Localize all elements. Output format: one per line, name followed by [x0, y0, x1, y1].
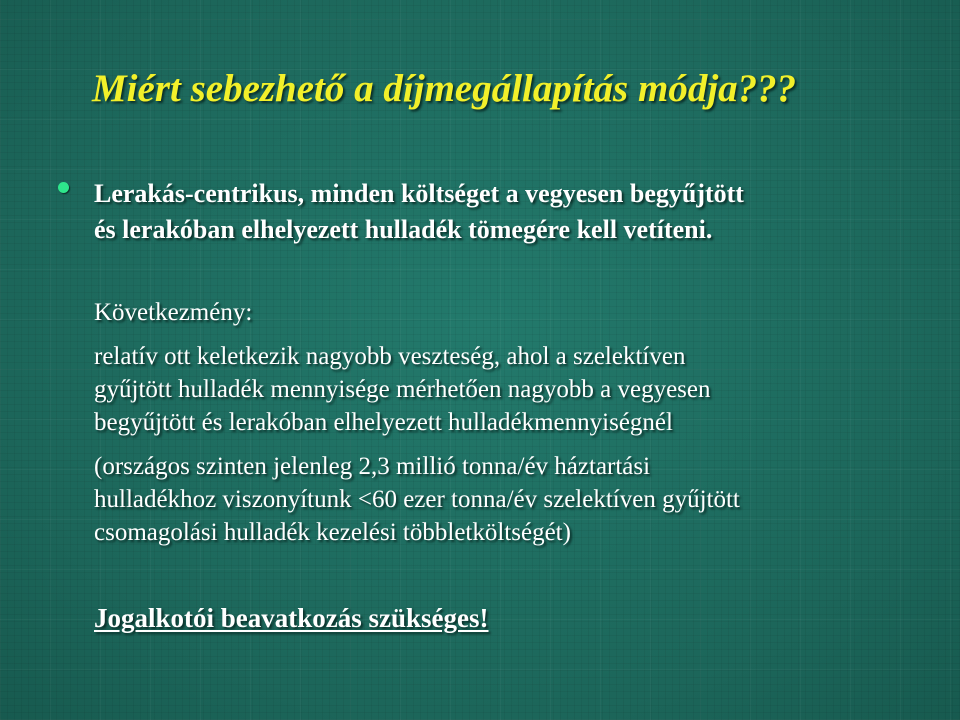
stats-paragraph	[94, 450, 924, 549]
consequence-line: begyűjtött és lerakóban elhelyezett hulladékmennyiségnél	[94, 409, 673, 436]
consequence-line: relatív ott keletkezik nagyobb veszteség, ahol a szelektíven	[94, 343, 686, 370]
consequence-label: Következmény:	[94, 299, 253, 326]
stats-line: csomagolási hulladék kezelési többletköltségét)	[94, 519, 571, 546]
slide-title: Miért sebezhető a díjmegállapítás módja???	[92, 67, 797, 110]
bullet-line: Lerakás-centrikus, minden költséget a vegyesen begyűjtött	[94, 179, 744, 208]
consequence-line: gyűjtött hulladék mennyisége mérhetően nagyobb a vegyesen	[94, 376, 711, 403]
bullet-dot-icon	[58, 182, 69, 193]
stats-line: hulladékhoz viszonyítunk <60 ezer tonna/év szelektíven gyűjtött	[94, 486, 740, 513]
stats-line: (országos szinten jelenleg 2,3 millió tonna/év háztartási	[94, 453, 651, 480]
consequence-paragraph	[94, 340, 914, 439]
bullet-line: és lerakóban elhelyezett hulladék tömegére kell vetíteni.	[94, 215, 713, 244]
bullet-text	[94, 176, 914, 248]
conclusion-text: Jogalkotói beavatkozás szükséges!	[94, 603, 489, 633]
